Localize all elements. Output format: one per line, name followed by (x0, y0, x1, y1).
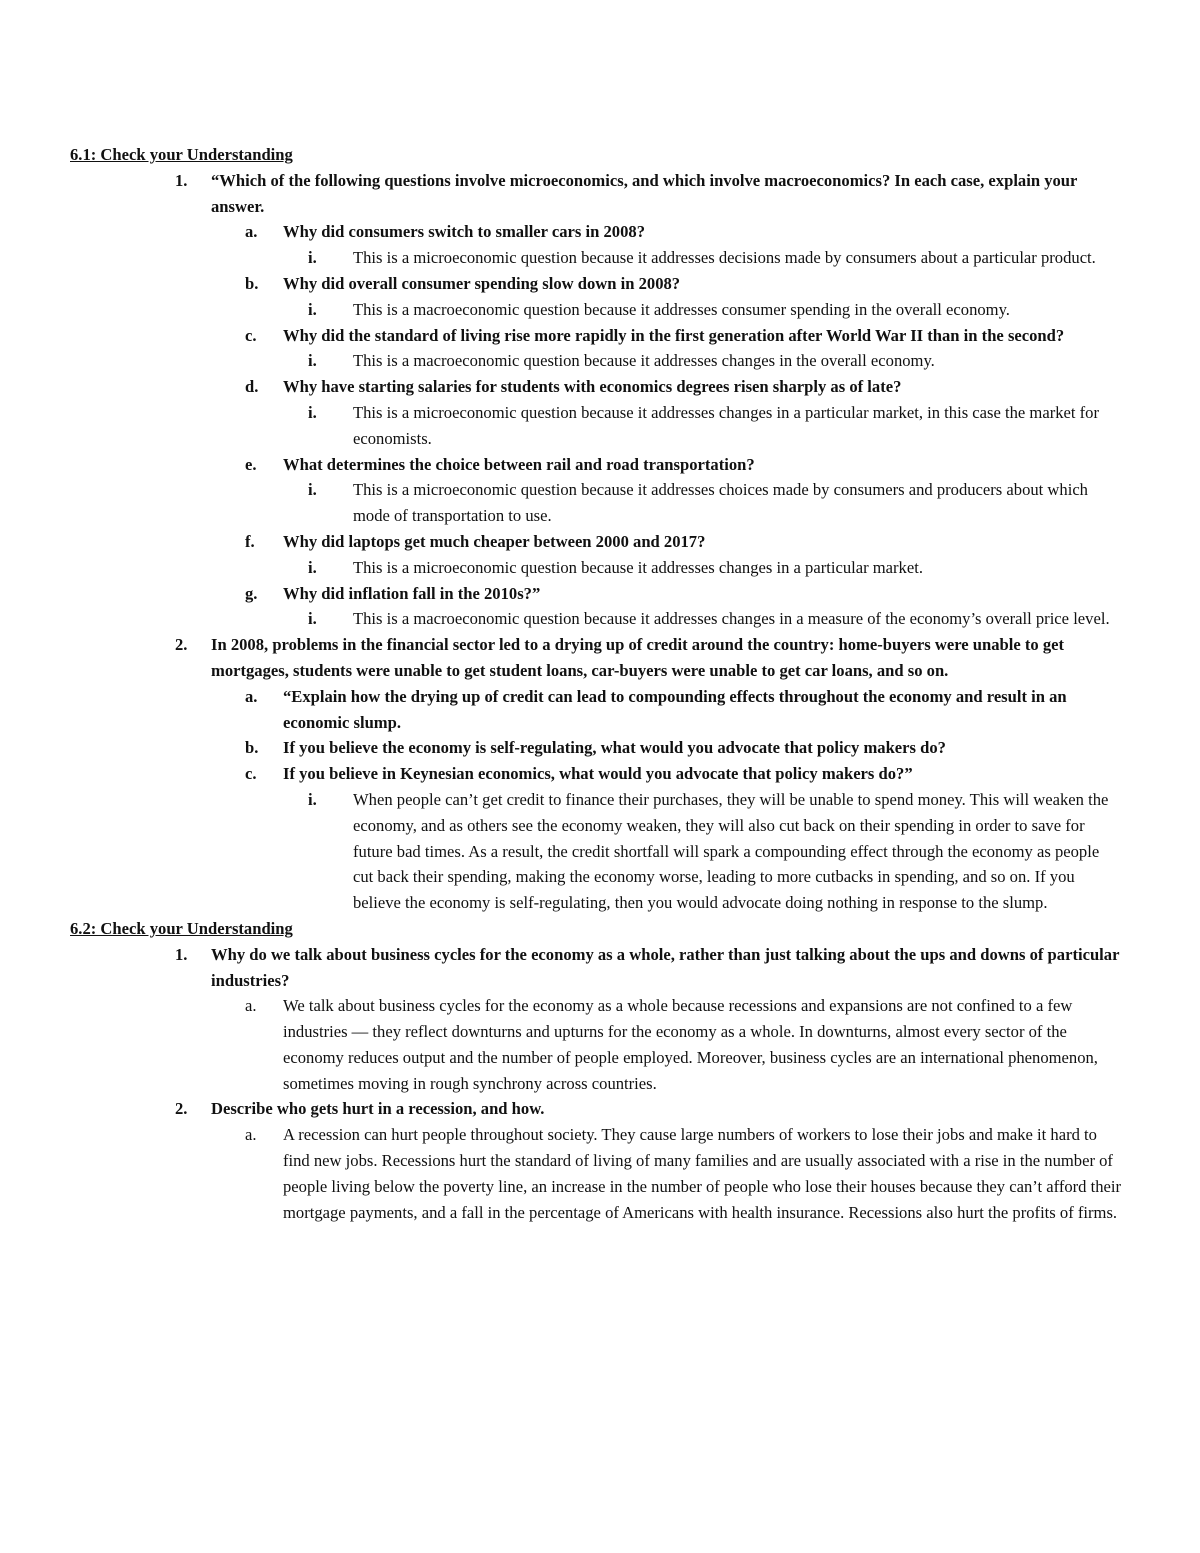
sub-question-text: If you believe the economy is self-regulating, what would you advocate that policy makers do? (283, 738, 946, 758)
answer-item (70, 297, 1130, 323)
answer-item (70, 555, 1130, 581)
sub-question-text: What determines the choice between rail and road transportation? (283, 454, 755, 474)
answer-text: This is a microeconomic question because it addresses changes in a particular market, in this case the market for economists. (353, 402, 1099, 448)
sub-question-letter: c. (245, 325, 257, 345)
sub-question-letter: b. (245, 273, 259, 293)
sub-question-item (70, 452, 1130, 478)
sub-question-text: Why did consumers switch to smaller cars in 2008? (283, 222, 645, 242)
sub-question-letter: g. (245, 583, 258, 603)
sub-question-text: Why did inflation fall in the 2010s?” (283, 583, 541, 603)
question-number: 1. (175, 170, 188, 190)
answer-item (70, 400, 1130, 452)
answer-text: This is a macroeconomic question because it addresses changes in a measure of the economy’s overall price level. (353, 609, 1110, 629)
question-item (70, 632, 1130, 684)
question-text: Why do we talk about business cycles for the economy as a whole, rather than just talking about the ups and downs of particular industries? (211, 944, 1120, 990)
answer-letter: a. (245, 1125, 257, 1145)
question-number: 2. (175, 1099, 188, 1119)
answer-text: This is a macroeconomic question because it addresses consumer spending in the overall economy. (353, 299, 1010, 319)
sub-question-text: Why did overall consumer spending slow down in 2008? (283, 273, 681, 293)
question-number: 2. (175, 635, 188, 655)
answer-text: A recession can hurt people throughout society. They cause large numbers of workers to lose their jobs and make it hard to find new jobs. Recessions hurt the standard of living of many families and are usually associated with a rise in the number of people living below the poverty line, an increase in the number of people who lose their houses because they can’t afford their mortgage payments, and a fall in the percentage of Americans with health insurance. Recessions also hurt the profits of firms. (283, 1125, 1122, 1222)
sub-question-item (70, 529, 1130, 555)
answer-text: This is a microeconomic question because it addresses decisions made by consumers about a particular product. (353, 248, 1096, 268)
question-text: In 2008, problems in the financial sector led to a drying up of credit around the country: home-buyers were unable to get mortgages, students were unable to get student loans, car-buyers were unable to get car loans, and so on. (211, 635, 1065, 680)
sub-question-item (70, 735, 1130, 761)
answer-item (70, 245, 1130, 271)
question-text: Describe who gets hurt in a recession, and how. (211, 1099, 545, 1119)
sub-question-letter: c. (245, 764, 257, 784)
sub-question-text: Why did the standard of living rise more rapidly in the first generation after World War II than in the second? (283, 325, 1065, 345)
sub-question-letter: f. (245, 531, 255, 551)
section-heading: 6.2: Check your Understanding (70, 918, 293, 938)
question-text: “Which of the following questions involve microeconomics, and which involve macroeconomics? In each case, explain your answer. (211, 170, 1078, 216)
answer-text: This is a macroeconomic question because it addresses changes in the overall economy. (353, 351, 935, 371)
sub-question-letter: b. (245, 738, 259, 758)
answer-item (70, 787, 1130, 916)
answer-numeral: i. (308, 248, 317, 268)
sub-question-letter: e. (245, 454, 257, 474)
sub-question-item (70, 323, 1130, 349)
sub-question-letter: a. (245, 222, 258, 242)
answer-item (70, 477, 1130, 529)
sub-question-item (70, 271, 1130, 297)
answer-item (70, 993, 1130, 1096)
answer-numeral: i. (308, 789, 317, 809)
answer-item (70, 348, 1130, 374)
answer-numeral: i. (308, 351, 317, 371)
section-heading: 6.1: Check your Understanding (70, 145, 293, 164)
answer-numeral: i. (308, 402, 317, 422)
question-item (70, 168, 1130, 220)
answer-numeral: i. (308, 609, 317, 629)
answer-numeral: i. (308, 299, 317, 319)
document-content (70, 142, 1130, 1225)
answer-text: This is a microeconomic question because it addresses choices made by consumers and producers about which mode of transportation to use. (353, 480, 1088, 526)
sub-question-item (70, 684, 1130, 736)
sub-question-text: If you believe in Keynesian economics, what would you advocate that policy makers do?” (283, 764, 913, 784)
answer-item (70, 1122, 1130, 1225)
question-item (70, 942, 1130, 994)
sub-question-text: Why did laptops get much cheaper between 2000 and 2017? (283, 531, 706, 551)
answer-text: When people can’t get credit to finance their purchases, they will be unable to spend money. This will weaken the economy, and as others see the economy weaken, they will also cut back on their spending in order to save for future bad times. As a result, the credit shortfall will spark a compounding effect through the economy as people cut back their spending, making the economy worse, leading to more cutbacks in spending, and so on. If you believe the economy is self-regulating, then you would advocate doing nothing in response to the slump. (353, 789, 1109, 913)
sub-question-item (70, 761, 1130, 787)
sub-question-text: Why have starting salaries for students with economics degrees risen sharply as of late? (283, 377, 902, 397)
answer-numeral: i. (308, 557, 317, 577)
sub-question-item (70, 581, 1130, 607)
question-number: 1. (175, 944, 188, 964)
answer-item (70, 606, 1130, 632)
sub-question-text: “Explain how the drying up of credit can lead to compounding effects throughout the economy and result in an economic slump. (283, 686, 1067, 732)
question-item (70, 1096, 1130, 1122)
answer-text: This is a microeconomic question because it addresses changes in a particular market. (353, 557, 923, 577)
sub-question-item (70, 219, 1130, 245)
sub-question-letter: a. (245, 686, 258, 706)
sub-question-letter: d. (245, 377, 259, 397)
answer-text: We talk about business cycles for the economy as a whole because recessions and expansions are not confined to a few industries — they reflect downturns and upturns for the economy as a whole. In downturns, almost every sector of the economy reduces output and the number of people employed. Moreover, business cycles are an international phenomenon, sometimes moving in rough synchrony across countries. (283, 996, 1098, 1093)
sub-question-item (70, 374, 1130, 400)
answer-numeral: i. (308, 480, 317, 500)
answer-letter: a. (245, 996, 257, 1016)
